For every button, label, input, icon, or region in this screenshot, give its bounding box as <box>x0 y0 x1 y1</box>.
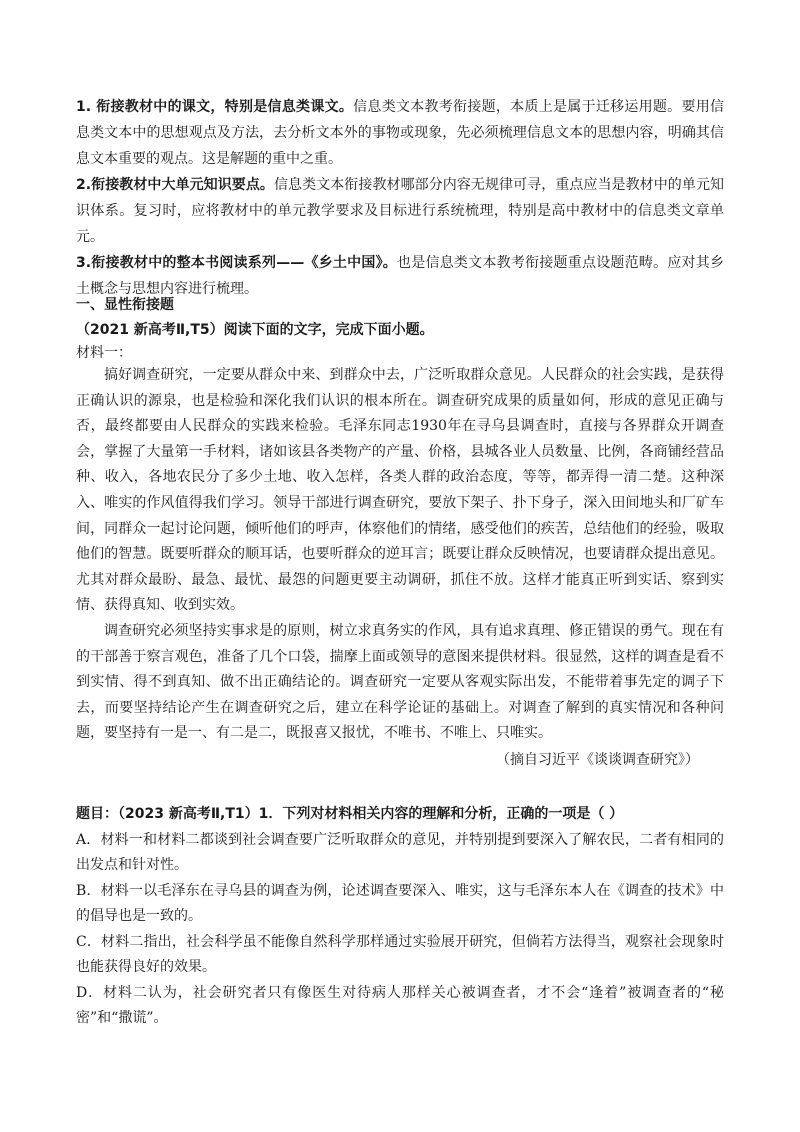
reading-question: （2021 新高考Ⅱ,T5）阅读下面的文字，完成下面小题。 <box>76 322 434 338</box>
material-source: （摘自习近平《谈谈调查研究》） <box>496 752 699 768</box>
question-title: 题目：（2023 新高考Ⅱ,T1）1．下列对材料相关内容的理解和分析，正确的一项是（ ） <box>76 806 624 822</box>
intro-item-2-heading: 2.衔接教材中大单元知识要点。 <box>76 177 274 193</box>
question-block <box>76 802 724 1032</box>
intro-item-3-text: 也是信息类文本教考衔接题重点设题范畴。应对其乡土概念与思想内容进行梳理。 <box>76 255 724 297</box>
material-paragraph-2: 调查研究必须坚持实事求是的原则，树立求真务实的作风，具有追求真理、修正错误的勇气。现在有的干部善于察言观色，准备了几个口袋，揣摩上面或领导的意图来提供材料。很显然，这样的调查是看不到实情、得不到真知、做不出正确结论的。调查研究一定要从客观实际出发，不能带着事先定的调子下去，而要坚持结论产生在调查研究之后，建立在科学论证的基础上。对调查了解到的真实情况和各种问题，要坚持有一是一、有二是二，既报喜又报忧，不唯书、不唯上、只唯实。 <box>76 622 724 742</box>
option-d: D．材料二认为，社会研究者只有像医生对待病人那样关心被调查者，才不会“逢着”被调查者的“秘密”和“撒谎”。 <box>76 984 724 1026</box>
material-label: 材料一： <box>76 345 132 361</box>
option-a: A．材料一和材料二都谈到社会调查要广泛听取群众的意见，并特别提到要深入了解农民，二者有相同的出发点和针对性。 <box>76 831 724 873</box>
intro-item-1-heading: 1. 衔接教材中的课文，特别是信息类课文。 <box>76 99 354 115</box>
intro-item-1-text: 信息类文本教考衔接题，本质上是属于迁移运用题。要用信息类文本中的思想观点及方法，去分析文本外的事物或现象，先必须梳理信息文本的思想内容，明确其信息文本重要的观点。这是解题的重中之重。 <box>76 99 725 167</box>
intro-item-3-heading: 3.衔接教材中的整本书阅读系列——《乡土中国》。 <box>76 255 398 271</box>
option-b: B．材料一以毛泽东在寻乌县的调查为例，论述调查要深入、唯实，这与毛泽东本人在《调查的技术》中的倡导也是一致的。 <box>76 882 724 924</box>
intro-item-1 <box>76 94 724 172</box>
intro-item-2-text: 信息类文本衔接教材哪部分内容无规律可寻，重点应当是教材中的单元知识体系。复习时，应将教材中的单元教学要求及目标进行系统梳理，特别是高中教材中的信息类文章单元。 <box>76 177 725 245</box>
intro-section <box>76 94 724 302</box>
material-paragraph-1: 搞好调查研究，一定要从群众中来、到群众中去，广泛听取群众意见。人民群众的社会实践，是获得正确认识的源泉，也是检验和深化我们认识的根本所在。调查研究成果的质量如何，形成的意见正确与否，最终都要由人民群众的实践来检验。毛泽东同志1930年在寻乌县调查时，直接与各界群众开调查会，掌握了大量第一手材料，诸如该县各类物产的产量、价格，县城各业人员数量、比例，各商铺经营品种、收入，各地农民分了多少土地、收入怎样，各类人群的政治态度，等等，都弄得一清二楚。这种深入、唯实的作风值得我们学习。领导干部进行调查研究，要放下架子、扑下身子，深入田间地头和厂矿车间，同群众一起讨论问题，倾听他们的呼声，体察他们的情绪，感受他们的疾苦，总结他们的经验，吸取他们的智慧。既要听群众的顺耳话，也要听群众的逆耳言；既要让群众反映情况，也要请群众提出意见。尤其对群众最盼、最急、最忧、最怨的问题更要主动调研，抓住不放。这样才能真正听到实话、察到实情、获得真知、收到实效。 <box>76 367 724 614</box>
section-heading: 一、显性衔接题 <box>76 297 174 313</box>
intro-item-2 <box>76 172 724 250</box>
option-c: C．材料二指出，社会科学虽不能像自然科学那样通过实验展开研究，但倘若方法得当，观察社会现象时也能获得良好的效果。 <box>76 933 724 975</box>
material-text <box>76 363 724 747</box>
